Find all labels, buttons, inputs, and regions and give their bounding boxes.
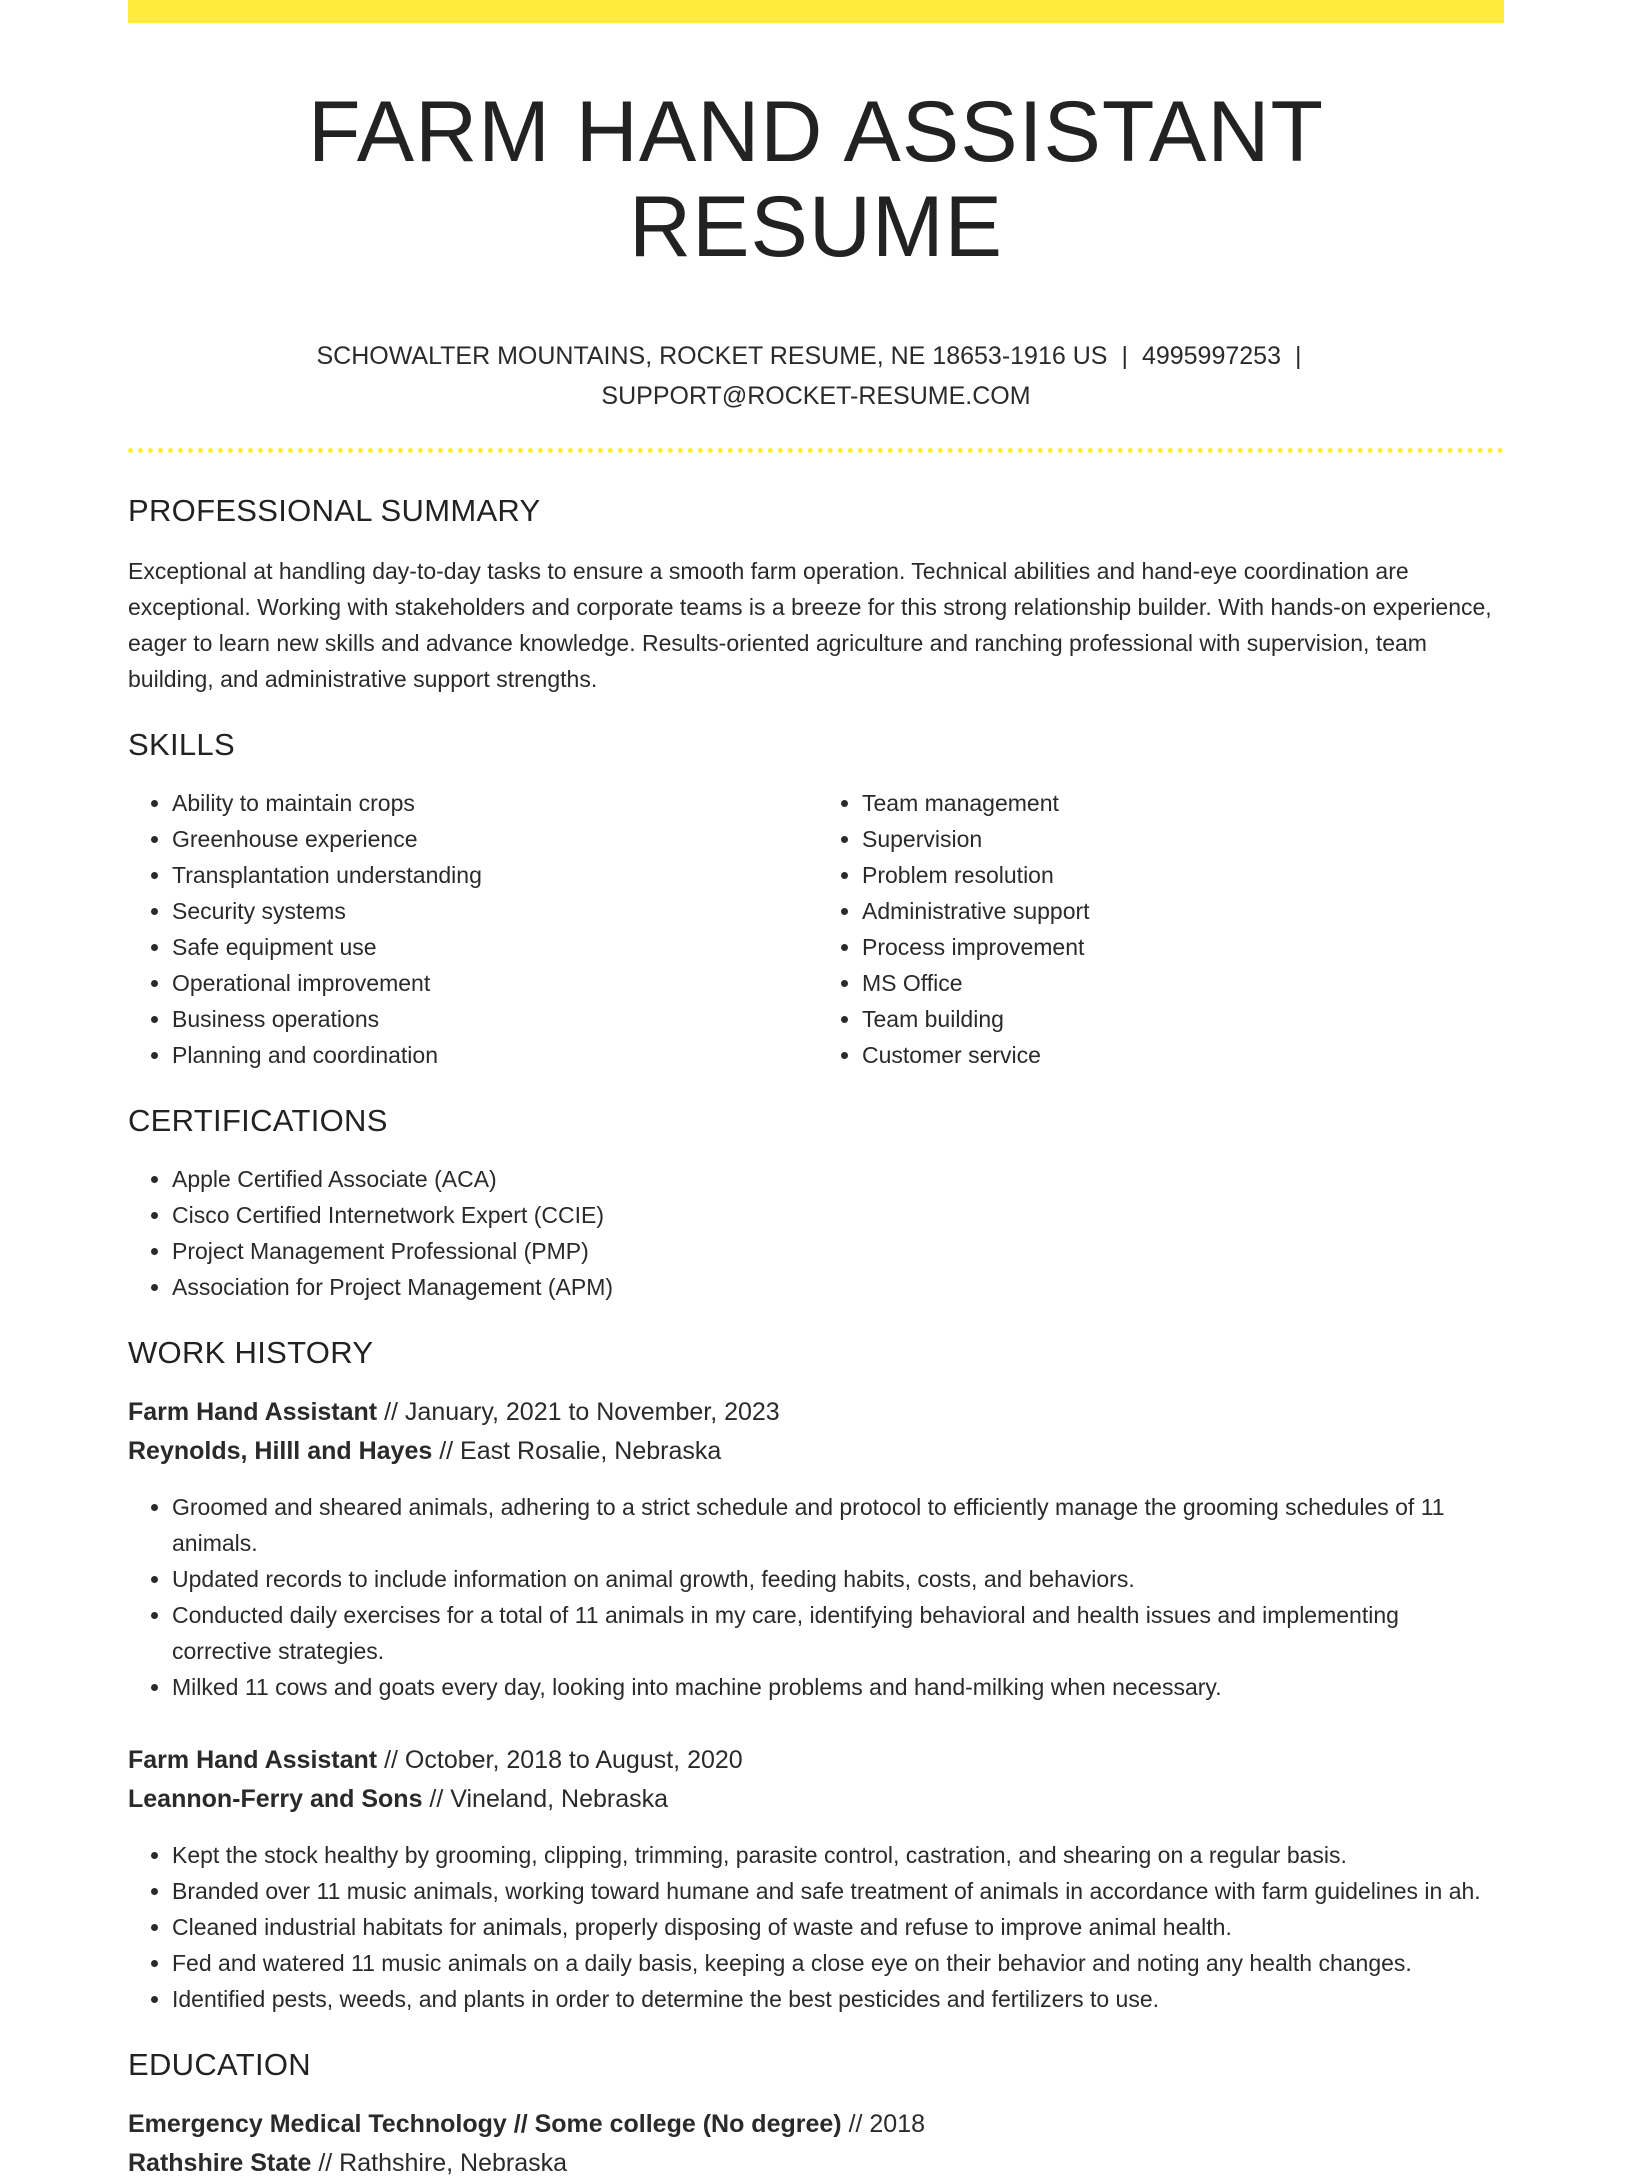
skill-item: • Operational improvement xyxy=(172,965,814,1001)
skill-item: • Greenhouse experience xyxy=(172,821,814,857)
education-school: Rathshire State xyxy=(128,2149,312,2178)
resume-page xyxy=(128,0,1504,2183)
job-company: Reynolds, Hilll and Hayes xyxy=(128,1437,433,1466)
education-degree-line xyxy=(128,2105,1504,2144)
job-bullet: • Updated records to include information on animal growth, feeding habits, costs, and behaviors. xyxy=(172,1561,1504,1597)
skill-item: • MS Office xyxy=(862,965,1504,1001)
skills-heading: SKILLS xyxy=(128,727,235,763)
skills-section xyxy=(128,727,1504,1073)
certifications-list xyxy=(128,1161,1504,1305)
certifications-section xyxy=(128,1103,1504,1305)
job-location: // Vineland, Nebraska xyxy=(422,1785,669,1814)
skill-item: • Safe equipment use xyxy=(172,929,814,965)
dotted-divider xyxy=(128,448,1504,453)
certification-item: • Association for Project Management (APM) xyxy=(172,1269,1504,1305)
contact-phone: 4995997253 xyxy=(1141,342,1281,371)
skill-item: • Team building xyxy=(862,1001,1504,1037)
job-title: Farm Hand Assistant xyxy=(128,1746,378,1775)
skill-item: • Problem resolution xyxy=(862,857,1504,893)
contact-address: SCHOWALTER MOUNTAINS, ROCKET RESUME, NE 18653-1916 US xyxy=(316,342,1108,371)
skills-left-list xyxy=(128,785,814,1073)
job-company-line xyxy=(128,1432,1504,1471)
job-company-line xyxy=(128,1780,1504,1819)
job-company: Leannon-Ferry and Sons xyxy=(128,1785,423,1814)
skill-item: • Process improvement xyxy=(862,929,1504,965)
education-section xyxy=(128,2047,1504,2183)
education-location: // Rathshire, Nebraska xyxy=(311,2149,568,2178)
summary-heading: PROFESSIONAL SUMMARY xyxy=(128,493,541,529)
skill-item: • Customer service xyxy=(862,1037,1504,1073)
contact-email[interactable]: SUPPORT@ROCKET-RESUME.COM xyxy=(601,382,1031,411)
page-title: FARM HAND ASSISTANT RESUME xyxy=(307,84,1325,275)
skill-item: • Team management xyxy=(862,785,1504,821)
job-title: Farm Hand Assistant xyxy=(128,1398,378,1427)
job-bullets xyxy=(128,1837,1504,2017)
skill-item: • Security systems xyxy=(172,893,814,929)
job-bullet: • Milked 11 cows and goats every day, looking into machine problems and hand-milking when necessary. xyxy=(172,1669,1504,1705)
skill-item: • Supervision xyxy=(862,821,1504,857)
education-degree: Emergency Medical Technology // Some college (No degree) xyxy=(128,2110,842,2139)
job-bullet: • Conducted daily exercises for a total of 11 animals in my care, identifying behavioral and health issues and implementing corrective strategies. xyxy=(172,1597,1504,1669)
job-location: // East Rosalie, Nebraska xyxy=(432,1437,722,1466)
skill-item: • Business operations xyxy=(172,1001,814,1037)
job-bullet: • Branded over 11 music animals, working toward humane and safe treatment of animals in accordance with farm guidelines in ah. xyxy=(172,1873,1504,1909)
contact-info xyxy=(128,336,1504,416)
job-bullet: • Kept the stock healthy by grooming, clipping, trimming, parasite control, castration, and shearing on a regular basis. xyxy=(172,1837,1504,1873)
certification-item: • Project Management Professional (PMP) xyxy=(172,1233,1504,1269)
top-accent-bar xyxy=(128,0,1504,23)
work-history-section xyxy=(128,1335,1504,2017)
summary-section xyxy=(128,493,1504,697)
education-entry xyxy=(128,2105,1504,2183)
skills-right-list xyxy=(814,785,1504,1073)
job-title-line xyxy=(128,1393,1504,1432)
job-bullet: • Groomed and sheared animals, adhering to a strict schedule and protocol to efficiently manage the grooming schedules of 11 animals. xyxy=(172,1489,1504,1561)
job-bullet: • Identified pests, weeds, and plants in order to determine the best pesticides and fertilizers to use. xyxy=(172,1981,1504,2017)
skill-item: • Ability to maintain crops xyxy=(172,785,814,821)
contact-separator: | xyxy=(1121,342,1128,371)
job-dates: // January, 2021 to November, 2023 xyxy=(377,1398,780,1427)
job-bullet: • Fed and watered 11 music animals on a daily basis, keeping a close eye on their behavior and noting any health changes. xyxy=(172,1945,1504,1981)
skill-item: • Planning and coordination xyxy=(172,1037,814,1073)
education-year: // 2018 xyxy=(841,2110,926,2139)
summary-text: Exceptional at handling day-to-day tasks to ensure a smooth farm operation. Technical abilities and hand-eye coordination are exceptional. Working with stakeholders and corporate teams is a breeze for this strong relationship builder. With hands-on experience, eager to learn new skills and advance knowledge. Results-oriented agriculture and ranching professional with supervision, team building, and administrative support strengths. xyxy=(128,558,1492,693)
contact-separator: | xyxy=(1294,342,1302,371)
certifications-heading: CERTIFICATIONS xyxy=(128,1103,388,1139)
job-entry xyxy=(128,1393,1504,1705)
work-history-heading: WORK HISTORY xyxy=(128,1335,374,1371)
job-bullets xyxy=(128,1489,1504,1705)
skills-columns xyxy=(128,785,1504,1073)
certification-item: • Cisco Certified Internetwork Expert (CCIE) xyxy=(172,1197,1504,1233)
job-dates: // October, 2018 to August, 2020 xyxy=(377,1746,743,1775)
education-school-line xyxy=(128,2144,1504,2183)
skill-item: • Administrative support xyxy=(862,893,1504,929)
skill-item: • Transplantation understanding xyxy=(172,857,814,893)
job-entry xyxy=(128,1741,1504,2017)
job-title-line xyxy=(128,1741,1504,1780)
education-heading: EDUCATION xyxy=(128,2047,311,2083)
job-bullet: • Cleaned industrial habitats for animals, properly disposing of waste and refuse to improve animal health. xyxy=(172,1909,1504,1945)
certification-item: • Apple Certified Associate (ACA) xyxy=(172,1161,1504,1197)
